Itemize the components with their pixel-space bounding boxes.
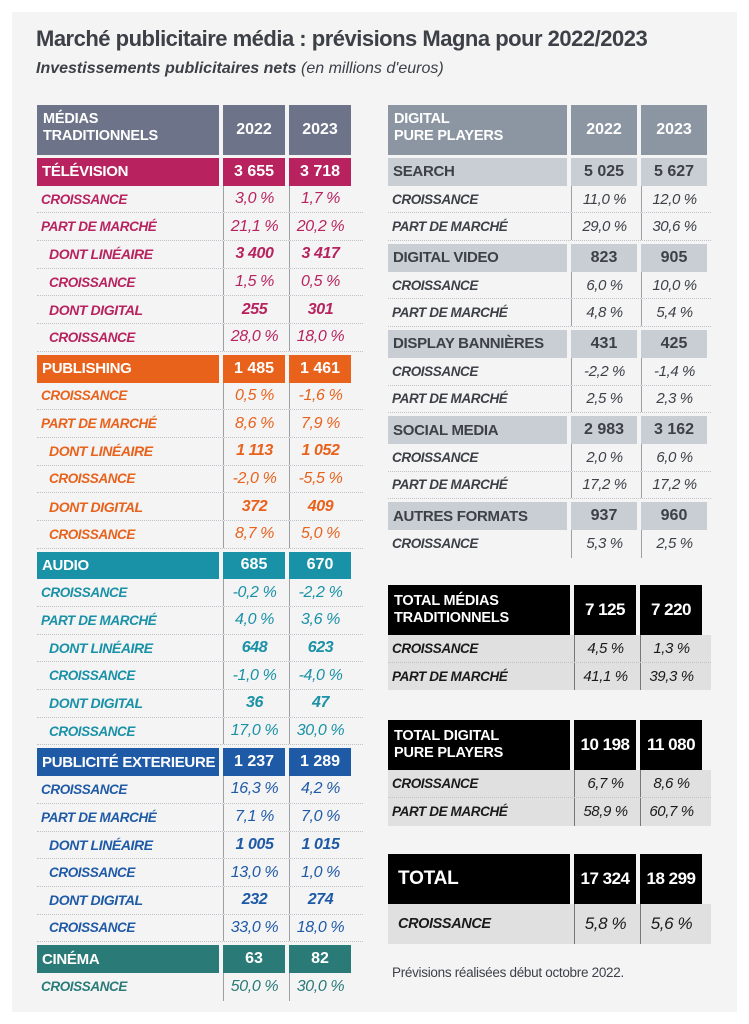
- row-label: PART DE MARCHÉ: [41, 416, 157, 432]
- row-value-2022: 29,0 %: [571, 213, 637, 240]
- row-value-2023: 30,0 %: [289, 718, 351, 745]
- total-rows: [388, 904, 711, 944]
- row-label: DONT DIGITAL: [49, 695, 143, 712]
- category-value-2022: 1 237: [223, 748, 285, 776]
- category-value-2023: 1 461: [289, 355, 351, 383]
- row-value-2022: 28,0 %: [223, 324, 285, 351]
- row-value-2022: 8,7 %: [223, 521, 285, 548]
- row-value-2022: -1,0 %: [223, 662, 285, 689]
- table-row: [37, 579, 363, 607]
- header-year-2022: 2022: [223, 105, 285, 155]
- table-row: [37, 213, 363, 241]
- row-value-2023: -4,0 %: [289, 662, 351, 689]
- row-label: CROISSANCE: [49, 920, 136, 936]
- header-year-2022: 2022: [571, 105, 637, 155]
- row-value-2023: 12,0 %: [641, 186, 707, 213]
- category-row: [388, 330, 711, 358]
- category-name: PUBLISHING: [37, 355, 219, 383]
- row-label: PART DE MARCHÉ: [41, 612, 157, 628]
- row-label: CROISSANCE: [41, 388, 128, 404]
- row-label: DONT LINÉAIRE: [49, 640, 153, 657]
- table-row: [37, 410, 363, 438]
- row-label: CROISSANCE: [49, 526, 136, 542]
- row-label: DONT DIGITAL: [49, 892, 143, 909]
- row-value-2023: -1,6 %: [289, 383, 351, 410]
- row-label: CROISSANCE: [392, 363, 479, 379]
- category-row: [388, 502, 711, 530]
- row-value-2023: 20,2 %: [289, 213, 351, 240]
- category-name: DISPLAY BANNIÈRES: [388, 330, 567, 358]
- row-label: CROISSANCE: [392, 776, 479, 792]
- total-value-2022: 10 198: [574, 720, 636, 770]
- row-value-2022: 4,5 %: [574, 635, 636, 662]
- table-row: [388, 444, 711, 472]
- row-value-2023: 4,2 %: [289, 776, 351, 803]
- total-value-2023: 18 299: [640, 854, 702, 904]
- table-row: [37, 859, 363, 887]
- row-value-2022: 50,0 %: [223, 973, 285, 1001]
- table-row: [37, 776, 363, 804]
- category-value-2023: 425: [641, 330, 707, 358]
- row-value-2022: 1 005: [223, 832, 285, 859]
- table-row: [37, 973, 363, 1001]
- row-value-2023: 1,0 %: [289, 859, 351, 886]
- table-row: [37, 915, 363, 943]
- total-name: TOTAL DIGITAL PURE PLAYERS: [388, 720, 570, 770]
- row-label: CROISSANCE: [392, 449, 479, 465]
- row-label: CROISSANCE: [49, 865, 136, 881]
- row-value-2022: 1 113: [223, 438, 285, 465]
- row-label: CROISSANCE: [49, 668, 136, 684]
- category-row: [37, 945, 363, 973]
- row-label: CROISSANCE: [49, 723, 136, 739]
- row-value-2023: 60,7 %: [640, 798, 702, 826]
- table-row: [37, 832, 363, 860]
- row-label: PART DE MARCHÉ: [392, 305, 508, 321]
- row-value-2023: 18,0 %: [289, 324, 351, 351]
- total-rows: [388, 770, 711, 825]
- row-value-2022: 255: [223, 296, 285, 323]
- table-row: [37, 296, 363, 324]
- row-value-2022: 11,0 %: [571, 186, 637, 213]
- row-value-2023: 1,7 %: [289, 186, 351, 213]
- row-value-2022: 3,0 %: [223, 186, 285, 213]
- row-label: CROISSANCE: [49, 274, 136, 290]
- row-value-2022: 17,0 %: [223, 718, 285, 745]
- row-value-2023: -2,2 %: [289, 579, 351, 606]
- row-label: DONT LINÉAIRE: [49, 443, 153, 460]
- row-value-2023: 2,5 %: [641, 530, 707, 558]
- category-name: AUTRES FORMATS: [388, 502, 567, 530]
- row-value-2022: 6,7 %: [574, 770, 636, 797]
- header-year-2023: 2023: [641, 105, 707, 155]
- row-value-2023: 30,0 %: [289, 973, 351, 1001]
- row-value-2022: 36: [223, 690, 285, 717]
- table-row: [388, 299, 711, 327]
- total-header-row: [388, 854, 711, 904]
- row-value-2022: 17,2 %: [571, 472, 637, 499]
- subtitle-main: Investissements publicitaires nets: [36, 60, 297, 77]
- row-value-2023: 39,3 %: [640, 663, 702, 691]
- total-value-2023: 11 080: [640, 720, 702, 770]
- footnote: Prévisions réalisées début octobre 2022.: [392, 965, 624, 980]
- category-name: DIGITAL VIDEO: [388, 244, 567, 272]
- table-row: [37, 383, 363, 411]
- row-value-2022: 4,8 %: [571, 299, 637, 326]
- row-label: CROISSANCE: [398, 915, 491, 932]
- total-header-row: [388, 720, 711, 770]
- table-row: [37, 718, 363, 746]
- row-value-2022: 3 400: [223, 241, 285, 268]
- category-name: AUDIO: [37, 552, 219, 580]
- row-value-2022: 16,3 %: [223, 776, 285, 803]
- row-value-2022: 33,0 %: [223, 915, 285, 942]
- total-value-2023: 7 220: [640, 585, 702, 635]
- total-name: TOTAL: [388, 854, 570, 904]
- category-name: SEARCH: [388, 158, 567, 186]
- category-row: [37, 748, 363, 776]
- row-value-2022: 5,8 %: [574, 904, 636, 944]
- row-value-2023: 7,9 %: [289, 410, 351, 437]
- category-value-2023: 5 627: [641, 158, 707, 186]
- row-value-2022: 5,3 %: [571, 530, 637, 558]
- subtitle-unit: (en millions d'euros): [301, 60, 444, 77]
- category-value-2023: 82: [289, 945, 351, 973]
- category-name: TÉLÉVISION: [37, 158, 219, 186]
- row-label: CROISSANCE: [392, 640, 479, 656]
- table-row: [37, 690, 363, 718]
- category-value-2023: 670: [289, 552, 351, 580]
- row-value-2023: 0,5 %: [289, 269, 351, 296]
- row-value-2023: 1,3 %: [640, 635, 702, 662]
- row-label: PART DE MARCHÉ: [392, 391, 508, 407]
- row-value-2023: 17,2 %: [641, 472, 707, 499]
- total-value-2022: 7 125: [574, 585, 636, 635]
- row-label: PART DE MARCHÉ: [392, 669, 508, 685]
- category-value-2023: 960: [641, 502, 707, 530]
- row-value-2023: 274: [289, 887, 351, 914]
- row-value-2023: 3,6 %: [289, 607, 351, 634]
- row-label: CROISSANCE: [41, 781, 128, 797]
- table-header: [388, 105, 711, 155]
- row-value-2023: 1 052: [289, 438, 351, 465]
- category-row: [37, 552, 363, 580]
- row-value-2022: 8,6 %: [223, 410, 285, 437]
- table-row: [37, 466, 363, 494]
- category-value-2022: 2 983: [571, 416, 637, 444]
- row-value-2023: 301: [289, 296, 351, 323]
- table-row: [37, 635, 363, 663]
- table-row: [37, 324, 363, 352]
- row-label: CROISSANCE: [49, 329, 136, 345]
- row-value-2022: -2,2 %: [571, 358, 637, 385]
- total-rows: [388, 635, 711, 690]
- row-label: PART DE MARCHÉ: [392, 804, 508, 820]
- row-label: DONT LINÉAIRE: [49, 836, 153, 853]
- digital-pure-players-table: [388, 105, 711, 558]
- row-label: PART DE MARCHÉ: [41, 809, 157, 825]
- table-row: [37, 186, 363, 214]
- category-value-2022: 937: [571, 502, 637, 530]
- table-row: [388, 272, 711, 300]
- row-value-2023: 623: [289, 635, 351, 662]
- row-value-2023: 18,0 %: [289, 915, 351, 942]
- category-value-2022: 5 025: [571, 158, 637, 186]
- category-value-2023: 1 289: [289, 748, 351, 776]
- table-row: [388, 472, 711, 500]
- row-value-2022: 13,0 %: [223, 859, 285, 886]
- table-row: [37, 521, 363, 549]
- table-row: [388, 635, 711, 663]
- table-row: [37, 607, 363, 635]
- row-label: CROISSANCE: [41, 979, 128, 995]
- row-label: DONT LINÉAIRE: [49, 246, 153, 263]
- row-value-2023: -5,5 %: [289, 466, 351, 493]
- row-value-2023: 7,0 %: [289, 804, 351, 831]
- row-value-2022: 7,1 %: [223, 804, 285, 831]
- header-label: DIGITAL PURE PLAYERS: [388, 105, 567, 155]
- page-title: Marché publicitaire média : prévisions Magna pour 2022/2023: [36, 26, 648, 51]
- row-value-2023: -1,4 %: [641, 358, 707, 385]
- row-label: DONT DIGITAL: [49, 301, 143, 318]
- category-name: CINÉMA: [37, 945, 219, 973]
- category-value-2023: 905: [641, 244, 707, 272]
- row-value-2022: 0,5 %: [223, 383, 285, 410]
- row-value-2023: 5,6 %: [640, 904, 702, 944]
- total-header-row: [388, 585, 711, 635]
- category-value-2022: 823: [571, 244, 637, 272]
- row-value-2023: 10,0 %: [641, 272, 707, 299]
- row-label: CROISSANCE: [49, 471, 136, 487]
- row-value-2023: 1 015: [289, 832, 351, 859]
- row-value-2022: 372: [223, 493, 285, 520]
- table-header: [37, 105, 363, 155]
- category-row: [388, 158, 711, 186]
- row-label: CROISSANCE: [41, 585, 128, 601]
- row-value-2023: 30,6 %: [641, 213, 707, 240]
- table-row: [388, 386, 711, 414]
- row-label: CROISSANCE: [392, 191, 479, 207]
- total-name: TOTAL MÉDIAS TRADITIONNELS: [388, 585, 570, 635]
- category-row: [388, 244, 711, 272]
- category-value-2022: 63: [223, 945, 285, 973]
- row-value-2023: 6,0 %: [641, 444, 707, 471]
- category-row: [388, 416, 711, 444]
- row-label: PART DE MARCHÉ: [392, 477, 508, 493]
- row-value-2023: 5,0 %: [289, 521, 351, 548]
- table-row: [37, 662, 363, 690]
- row-value-2022: -0,2 %: [223, 579, 285, 606]
- table-row: [388, 663, 711, 691]
- row-label: DONT DIGITAL: [49, 498, 143, 515]
- category-row: [37, 355, 363, 383]
- category-value-2022: 685: [223, 552, 285, 580]
- row-label: CROISSANCE: [41, 191, 128, 207]
- header-label: MÉDIAS TRADITIONNELS: [37, 105, 219, 155]
- table-row: [388, 530, 711, 558]
- row-value-2022: 6,0 %: [571, 272, 637, 299]
- row-value-2023: 47: [289, 690, 351, 717]
- row-value-2022: 648: [223, 635, 285, 662]
- table-row: [37, 493, 363, 521]
- category-value-2022: 1 485: [223, 355, 285, 383]
- row-label: CROISSANCE: [392, 536, 479, 552]
- row-value-2022: 2,0 %: [571, 444, 637, 471]
- row-value-2022: 41,1 %: [574, 663, 636, 691]
- row-label: CROISSANCE: [392, 277, 479, 293]
- row-value-2022: -2,0 %: [223, 466, 285, 493]
- row-value-2023: 3 417: [289, 241, 351, 268]
- row-label: PART DE MARCHÉ: [41, 219, 157, 235]
- total-value-2022: 17 324: [574, 854, 636, 904]
- row-label: PART DE MARCHÉ: [392, 219, 508, 235]
- row-value-2023: 409: [289, 493, 351, 520]
- row-value-2022: 2,5 %: [571, 386, 637, 413]
- category-value-2022: 3 655: [223, 158, 285, 186]
- table-row: [388, 186, 711, 214]
- table-row: [37, 438, 363, 466]
- page-subtitle: [36, 60, 444, 78]
- category-value-2023: 3 718: [289, 158, 351, 186]
- table-row: [388, 904, 711, 944]
- table-row: [37, 269, 363, 297]
- row-value-2022: 58,9 %: [574, 798, 636, 826]
- table-row: [388, 358, 711, 386]
- row-value-2022: 1,5 %: [223, 269, 285, 296]
- header-year-2023: 2023: [289, 105, 351, 155]
- row-value-2022: 21,1 %: [223, 213, 285, 240]
- row-value-2023: 8,6 %: [640, 770, 702, 797]
- table-row: [37, 887, 363, 915]
- row-value-2023: 5,4 %: [641, 299, 707, 326]
- table-row: [37, 241, 363, 269]
- totals-table: [388, 585, 711, 944]
- row-value-2023: 2,3 %: [641, 386, 707, 413]
- traditional-media-table: [37, 105, 363, 1001]
- table-row: [388, 798, 711, 826]
- category-name: PUBLICITÉ EXTERIEURE: [37, 748, 219, 776]
- table-row: [388, 213, 711, 241]
- category-name: SOCIAL MEDIA: [388, 416, 567, 444]
- category-value-2022: 431: [571, 330, 637, 358]
- table-row: [388, 770, 711, 798]
- category-row: [37, 158, 363, 186]
- row-value-2022: 4,0 %: [223, 607, 285, 634]
- table-row: [37, 804, 363, 832]
- row-value-2022: 232: [223, 887, 285, 914]
- category-value-2023: 3 162: [641, 416, 707, 444]
